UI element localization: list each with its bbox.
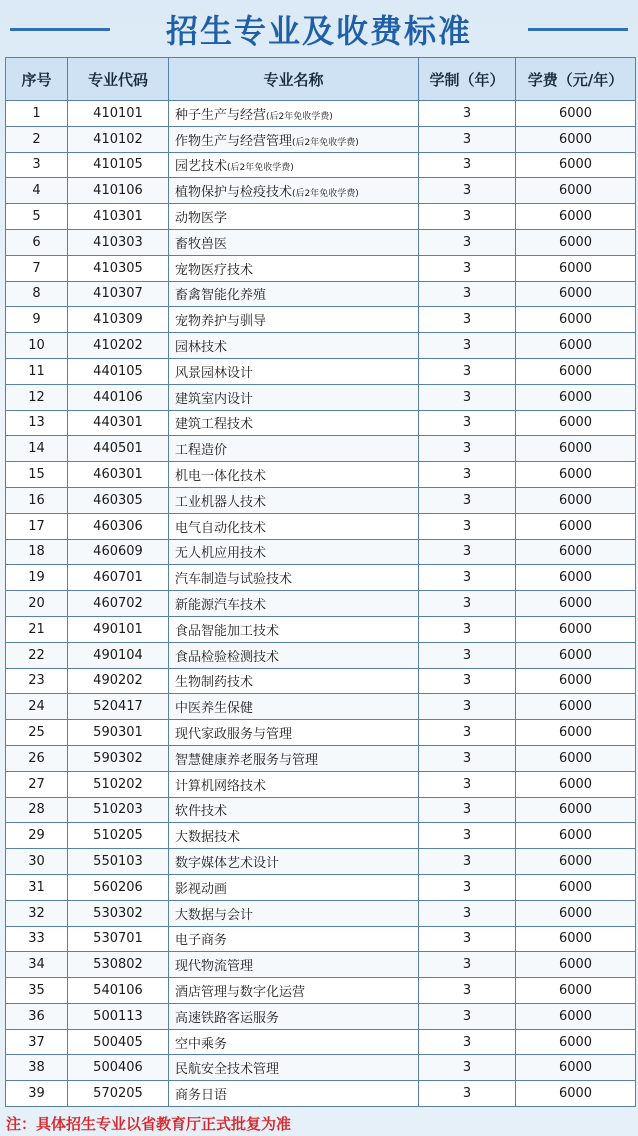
major-name: 现代家政服务与管理 bbox=[175, 727, 293, 743]
table-row bbox=[6, 720, 636, 746]
cell-years: 3 bbox=[419, 616, 516, 642]
fee-waiver-note: (后2年免收学费) bbox=[292, 137, 359, 148]
cell-serial: 28 bbox=[6, 797, 68, 823]
table-row bbox=[6, 126, 636, 152]
major-name: 电气自动化技术 bbox=[175, 520, 267, 536]
cell-code: 500405 bbox=[68, 1029, 169, 1055]
cell-name bbox=[169, 720, 419, 746]
cell-serial: 37 bbox=[6, 1029, 68, 1055]
cell-code: 440105 bbox=[68, 358, 169, 384]
major-name: 食品检验检测技术 bbox=[175, 649, 280, 665]
cell-name bbox=[169, 565, 419, 591]
cell-fee: 6000 bbox=[516, 126, 636, 152]
cell-code: 500406 bbox=[68, 1055, 169, 1081]
cell-years: 3 bbox=[419, 255, 516, 281]
cell-years: 3 bbox=[419, 281, 516, 307]
cell-serial: 5 bbox=[6, 204, 68, 230]
cell-years: 3 bbox=[419, 487, 516, 513]
major-name: 生物制药技术 bbox=[175, 675, 254, 691]
cell-years: 3 bbox=[419, 823, 516, 849]
cell-code: 490101 bbox=[68, 616, 169, 642]
table-row bbox=[6, 642, 636, 668]
cell-serial: 27 bbox=[6, 771, 68, 797]
cell-serial: 22 bbox=[6, 642, 68, 668]
table-row bbox=[6, 849, 636, 875]
cell-years: 3 bbox=[419, 178, 516, 204]
cell-code: 410307 bbox=[68, 281, 169, 307]
fee-waiver-note: (后2年免收学费) bbox=[292, 189, 359, 200]
cell-years: 3 bbox=[419, 978, 516, 1004]
cell-years: 3 bbox=[419, 1029, 516, 1055]
cell-name bbox=[169, 668, 419, 694]
cell-fee: 6000 bbox=[516, 307, 636, 333]
major-name: 畜禽智能化养殖 bbox=[175, 288, 267, 304]
cell-name bbox=[169, 591, 419, 617]
cell-code: 410102 bbox=[68, 126, 169, 152]
cell-name bbox=[169, 384, 419, 410]
table-row bbox=[6, 333, 636, 359]
cell-code: 520417 bbox=[68, 694, 169, 720]
header-serial: 序号 bbox=[6, 58, 68, 101]
cell-code: 570205 bbox=[68, 1081, 169, 1107]
cell-name bbox=[169, 1003, 419, 1029]
cell-code: 540106 bbox=[68, 978, 169, 1004]
table-row bbox=[6, 1029, 636, 1055]
cell-fee: 6000 bbox=[516, 410, 636, 436]
cell-fee: 6000 bbox=[516, 591, 636, 617]
cell-fee: 6000 bbox=[516, 358, 636, 384]
cell-years: 3 bbox=[419, 1003, 516, 1029]
major-name: 软件技术 bbox=[175, 804, 228, 820]
cell-fee: 6000 bbox=[516, 462, 636, 488]
cell-name bbox=[169, 513, 419, 539]
cell-code: 410106 bbox=[68, 178, 169, 204]
table-row bbox=[6, 487, 636, 513]
cell-fee: 6000 bbox=[516, 849, 636, 875]
major-name: 食品智能加工技术 bbox=[175, 623, 280, 639]
cell-years: 3 bbox=[419, 307, 516, 333]
cell-name bbox=[169, 333, 419, 359]
cell-fee: 6000 bbox=[516, 668, 636, 694]
cell-name bbox=[169, 462, 419, 488]
major-name: 园林技术 bbox=[175, 340, 228, 356]
cell-code: 460301 bbox=[68, 462, 169, 488]
cell-fee: 6000 bbox=[516, 255, 636, 281]
table-row bbox=[6, 745, 636, 771]
cell-name bbox=[169, 1081, 419, 1107]
cell-name bbox=[169, 900, 419, 926]
cell-years: 3 bbox=[419, 462, 516, 488]
cell-code: 490202 bbox=[68, 668, 169, 694]
major-name: 动物医学 bbox=[175, 211, 228, 227]
major-name: 园艺技术 bbox=[175, 159, 228, 175]
cell-fee: 6000 bbox=[516, 952, 636, 978]
cell-years: 3 bbox=[419, 101, 516, 127]
table-header-row bbox=[6, 58, 636, 101]
cell-code: 440501 bbox=[68, 436, 169, 462]
table-row bbox=[6, 874, 636, 900]
cell-code: 530701 bbox=[68, 926, 169, 952]
major-name: 工程造价 bbox=[175, 443, 228, 459]
table-row bbox=[6, 952, 636, 978]
major-name: 种子生产与经营 bbox=[175, 107, 267, 123]
cell-fee: 6000 bbox=[516, 487, 636, 513]
major-name: 建筑工程技术 bbox=[175, 417, 254, 433]
cell-years: 3 bbox=[419, 229, 516, 255]
major-name: 高速铁路客运服务 bbox=[175, 1010, 280, 1026]
cell-serial: 6 bbox=[6, 229, 68, 255]
cell-years: 3 bbox=[419, 539, 516, 565]
page-title: 招生专业及收费标准 bbox=[165, 12, 472, 50]
cell-fee: 6000 bbox=[516, 152, 636, 178]
cell-name bbox=[169, 539, 419, 565]
cell-name bbox=[169, 436, 419, 462]
cell-fee: 6000 bbox=[516, 229, 636, 255]
table-row bbox=[6, 926, 636, 952]
table-row bbox=[6, 101, 636, 127]
cell-code: 460609 bbox=[68, 539, 169, 565]
table-row bbox=[6, 616, 636, 642]
cell-code: 410301 bbox=[68, 204, 169, 230]
major-name: 计算机网络技术 bbox=[175, 778, 267, 794]
cell-code: 410305 bbox=[68, 255, 169, 281]
cell-years: 3 bbox=[419, 745, 516, 771]
major-name: 机电一体化技术 bbox=[175, 469, 267, 485]
cell-name bbox=[169, 281, 419, 307]
major-name: 汽车制造与试验技术 bbox=[175, 572, 293, 588]
cell-serial: 16 bbox=[6, 487, 68, 513]
cell-serial: 4 bbox=[6, 178, 68, 204]
header-name: 专业名称 bbox=[169, 58, 419, 101]
cell-years: 3 bbox=[419, 591, 516, 617]
fee-waiver-note: (后2年免收学费) bbox=[227, 163, 294, 174]
table-row bbox=[6, 358, 636, 384]
cell-years: 3 bbox=[419, 565, 516, 591]
cell-code: 510202 bbox=[68, 771, 169, 797]
cell-years: 3 bbox=[419, 513, 516, 539]
cell-serial: 9 bbox=[6, 307, 68, 333]
table-row bbox=[6, 539, 636, 565]
cell-years: 3 bbox=[419, 720, 516, 746]
major-name: 智慧健康养老服务与管理 bbox=[175, 752, 319, 768]
cell-serial: 11 bbox=[6, 358, 68, 384]
cell-serial: 34 bbox=[6, 952, 68, 978]
cell-years: 3 bbox=[419, 874, 516, 900]
header-divider-right bbox=[528, 28, 628, 31]
cell-name bbox=[169, 101, 419, 127]
cell-code: 460701 bbox=[68, 565, 169, 591]
cell-name bbox=[169, 978, 419, 1004]
cell-years: 3 bbox=[419, 952, 516, 978]
cell-serial: 24 bbox=[6, 694, 68, 720]
cell-fee: 6000 bbox=[516, 101, 636, 127]
footer-note: 注：具体招生专业以省教育厅正式批复为准 bbox=[6, 1115, 292, 1133]
table-row bbox=[6, 1003, 636, 1029]
table-row bbox=[6, 410, 636, 436]
major-name: 工业机器人技术 bbox=[175, 494, 267, 510]
cell-serial: 31 bbox=[6, 874, 68, 900]
major-name: 畜牧兽医 bbox=[175, 236, 228, 252]
cell-serial: 36 bbox=[6, 1003, 68, 1029]
table-row bbox=[6, 436, 636, 462]
cell-serial: 15 bbox=[6, 462, 68, 488]
cell-serial: 33 bbox=[6, 926, 68, 952]
cell-code: 590301 bbox=[68, 720, 169, 746]
cell-fee: 6000 bbox=[516, 513, 636, 539]
cell-name bbox=[169, 358, 419, 384]
cell-serial: 38 bbox=[6, 1055, 68, 1081]
cell-serial: 2 bbox=[6, 126, 68, 152]
cell-serial: 19 bbox=[6, 565, 68, 591]
cell-name bbox=[169, 1029, 419, 1055]
table-row bbox=[6, 1081, 636, 1107]
major-name: 民航安全技术管理 bbox=[175, 1062, 280, 1078]
cell-years: 3 bbox=[419, 668, 516, 694]
cell-code: 550103 bbox=[68, 849, 169, 875]
table-row bbox=[6, 591, 636, 617]
cell-fee: 6000 bbox=[516, 539, 636, 565]
table-row bbox=[6, 513, 636, 539]
cell-name bbox=[169, 874, 419, 900]
cell-years: 3 bbox=[419, 436, 516, 462]
cell-fee: 6000 bbox=[516, 1029, 636, 1055]
cell-years: 3 bbox=[419, 358, 516, 384]
cell-fee: 6000 bbox=[516, 771, 636, 797]
cell-serial: 17 bbox=[6, 513, 68, 539]
table-row bbox=[6, 978, 636, 1004]
cell-code: 500113 bbox=[68, 1003, 169, 1029]
cell-serial: 7 bbox=[6, 255, 68, 281]
cell-name bbox=[169, 823, 419, 849]
cell-fee: 6000 bbox=[516, 642, 636, 668]
page-header bbox=[0, 0, 638, 56]
table-row bbox=[6, 255, 636, 281]
cell-name bbox=[169, 152, 419, 178]
cell-fee: 6000 bbox=[516, 565, 636, 591]
table-row bbox=[6, 281, 636, 307]
cell-years: 3 bbox=[419, 1081, 516, 1107]
cell-fee: 6000 bbox=[516, 178, 636, 204]
cell-name bbox=[169, 204, 419, 230]
table-row bbox=[6, 152, 636, 178]
cell-fee: 6000 bbox=[516, 900, 636, 926]
cell-name bbox=[169, 229, 419, 255]
cell-fee: 6000 bbox=[516, 720, 636, 746]
cell-serial: 21 bbox=[6, 616, 68, 642]
cell-serial: 25 bbox=[6, 720, 68, 746]
cell-code: 530302 bbox=[68, 900, 169, 926]
cell-years: 3 bbox=[419, 900, 516, 926]
table-row bbox=[6, 229, 636, 255]
major-name: 建筑室内设计 bbox=[175, 391, 254, 407]
major-name: 植物保护与检疫技术 bbox=[175, 185, 293, 201]
cell-years: 3 bbox=[419, 126, 516, 152]
cell-serial: 39 bbox=[6, 1081, 68, 1107]
cell-code: 410105 bbox=[68, 152, 169, 178]
cell-serial: 18 bbox=[6, 539, 68, 565]
cell-serial: 3 bbox=[6, 152, 68, 178]
table-row bbox=[6, 823, 636, 849]
cell-serial: 23 bbox=[6, 668, 68, 694]
cell-name bbox=[169, 952, 419, 978]
cell-name bbox=[169, 745, 419, 771]
cell-years: 3 bbox=[419, 694, 516, 720]
cell-years: 3 bbox=[419, 797, 516, 823]
cell-fee: 6000 bbox=[516, 978, 636, 1004]
cell-years: 3 bbox=[419, 771, 516, 797]
table-row bbox=[6, 1055, 636, 1081]
cell-code: 510205 bbox=[68, 823, 169, 849]
cell-fee: 6000 bbox=[516, 745, 636, 771]
cell-years: 3 bbox=[419, 642, 516, 668]
table-row bbox=[6, 462, 636, 488]
table-row bbox=[6, 384, 636, 410]
fee-waiver-note: (后2年免收学费) bbox=[266, 111, 333, 122]
majors-fee-table bbox=[5, 57, 636, 1107]
cell-name bbox=[169, 694, 419, 720]
cell-name bbox=[169, 255, 419, 281]
cell-serial: 20 bbox=[6, 591, 68, 617]
cell-code: 440301 bbox=[68, 410, 169, 436]
major-name: 商务日语 bbox=[175, 1088, 228, 1104]
major-name: 作物生产与经营管理 bbox=[175, 133, 293, 149]
cell-name bbox=[169, 126, 419, 152]
major-name: 现代物流管理 bbox=[175, 959, 254, 975]
cell-fee: 6000 bbox=[516, 1055, 636, 1081]
cell-serial: 10 bbox=[6, 333, 68, 359]
cell-code: 560206 bbox=[68, 874, 169, 900]
table-row bbox=[6, 204, 636, 230]
cell-name bbox=[169, 307, 419, 333]
cell-serial: 8 bbox=[6, 281, 68, 307]
cell-years: 3 bbox=[419, 384, 516, 410]
cell-fee: 6000 bbox=[516, 204, 636, 230]
table-row bbox=[6, 565, 636, 591]
cell-name bbox=[169, 1055, 419, 1081]
cell-name bbox=[169, 178, 419, 204]
cell-code: 410303 bbox=[68, 229, 169, 255]
cell-years: 3 bbox=[419, 410, 516, 436]
major-name: 中医养生保健 bbox=[175, 701, 254, 717]
cell-name bbox=[169, 642, 419, 668]
cell-fee: 6000 bbox=[516, 823, 636, 849]
cell-code: 590302 bbox=[68, 745, 169, 771]
major-name: 酒店管理与数字化运营 bbox=[175, 984, 306, 1000]
cell-years: 3 bbox=[419, 849, 516, 875]
cell-code: 460306 bbox=[68, 513, 169, 539]
table-row bbox=[6, 668, 636, 694]
cell-years: 3 bbox=[419, 152, 516, 178]
cell-code: 440106 bbox=[68, 384, 169, 410]
cell-serial: 32 bbox=[6, 900, 68, 926]
cell-code: 410101 bbox=[68, 101, 169, 127]
cell-name bbox=[169, 797, 419, 823]
cell-years: 3 bbox=[419, 204, 516, 230]
cell-name bbox=[169, 926, 419, 952]
table-row bbox=[6, 797, 636, 823]
header-fee: 学费（元/年） bbox=[516, 58, 636, 101]
major-name: 新能源汽车技术 bbox=[175, 598, 267, 614]
cell-code: 410309 bbox=[68, 307, 169, 333]
cell-years: 3 bbox=[419, 1055, 516, 1081]
cell-years: 3 bbox=[419, 926, 516, 952]
table-row bbox=[6, 900, 636, 926]
table-body bbox=[6, 101, 636, 1107]
cell-serial: 35 bbox=[6, 978, 68, 1004]
major-name: 无人机应用技术 bbox=[175, 546, 267, 562]
cell-serial: 29 bbox=[6, 823, 68, 849]
major-name: 大数据技术 bbox=[175, 830, 241, 846]
major-name: 影视动画 bbox=[175, 881, 228, 897]
cell-fee: 6000 bbox=[516, 797, 636, 823]
table-row bbox=[6, 178, 636, 204]
cell-code: 490104 bbox=[68, 642, 169, 668]
cell-fee: 6000 bbox=[516, 1081, 636, 1107]
cell-fee: 6000 bbox=[516, 384, 636, 410]
header-code: 专业代码 bbox=[68, 58, 169, 101]
major-name: 宠物养护与驯导 bbox=[175, 314, 267, 330]
cell-name bbox=[169, 616, 419, 642]
table-row bbox=[6, 307, 636, 333]
cell-fee: 6000 bbox=[516, 281, 636, 307]
cell-name bbox=[169, 771, 419, 797]
major-name: 数字媒体艺术设计 bbox=[175, 856, 280, 871]
cell-name bbox=[169, 410, 419, 436]
major-name: 空中乘务 bbox=[175, 1036, 228, 1052]
cell-serial: 1 bbox=[6, 101, 68, 127]
table-row bbox=[6, 694, 636, 720]
cell-fee: 6000 bbox=[516, 694, 636, 720]
cell-serial: 14 bbox=[6, 436, 68, 462]
cell-code: 530802 bbox=[68, 952, 169, 978]
cell-name bbox=[169, 487, 419, 513]
cell-fee: 6000 bbox=[516, 874, 636, 900]
cell-code: 460702 bbox=[68, 591, 169, 617]
cell-serial: 13 bbox=[6, 410, 68, 436]
cell-fee: 6000 bbox=[516, 436, 636, 462]
header-years: 学制（年） bbox=[419, 58, 516, 101]
cell-code: 460305 bbox=[68, 487, 169, 513]
cell-fee: 6000 bbox=[516, 1003, 636, 1029]
cell-name bbox=[169, 849, 419, 875]
cell-years: 3 bbox=[419, 333, 516, 359]
cell-fee: 6000 bbox=[516, 616, 636, 642]
cell-fee: 6000 bbox=[516, 333, 636, 359]
cell-serial: 12 bbox=[6, 384, 68, 410]
major-name: 宠物医疗技术 bbox=[175, 262, 254, 278]
table-row bbox=[6, 771, 636, 797]
cell-code: 410202 bbox=[68, 333, 169, 359]
major-name: 电子商务 bbox=[175, 933, 228, 949]
major-name: 大数据与会计 bbox=[175, 907, 254, 923]
cell-code: 510203 bbox=[68, 797, 169, 823]
cell-fee: 6000 bbox=[516, 926, 636, 952]
cell-serial: 26 bbox=[6, 745, 68, 771]
major-name: 风景园林设计 bbox=[175, 365, 254, 381]
cell-serial: 30 bbox=[6, 849, 68, 875]
